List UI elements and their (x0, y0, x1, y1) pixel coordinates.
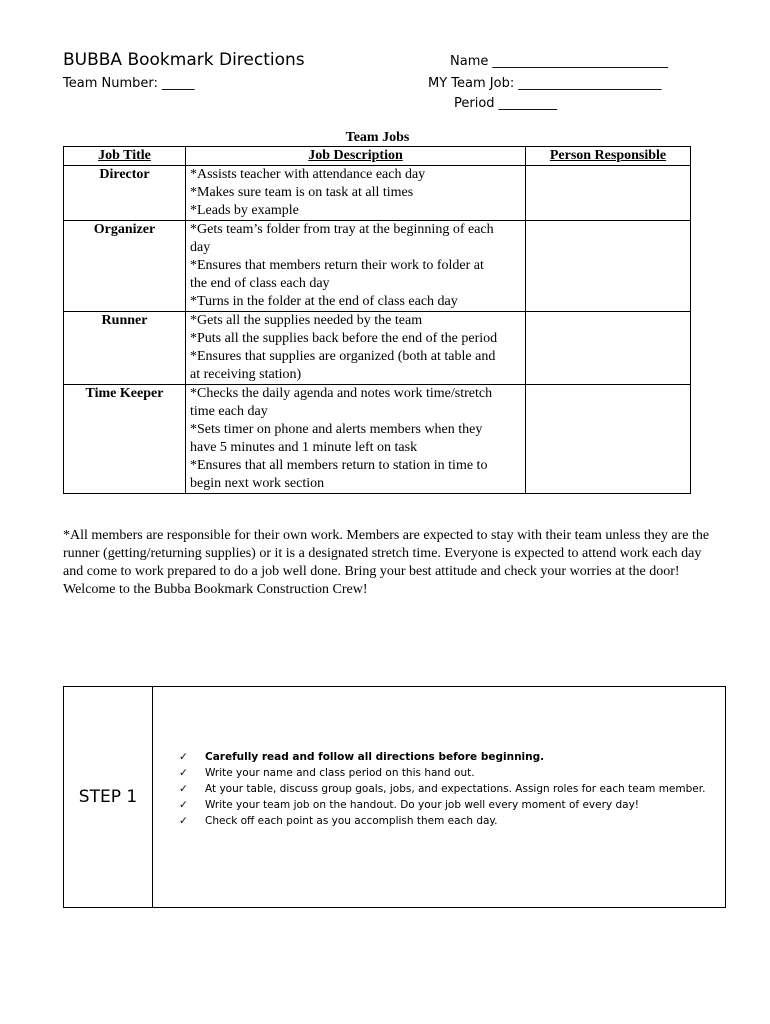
table-row (64, 312, 691, 385)
column-header-person-responsible: Person Responsible (526, 147, 691, 166)
job-description-line: at receiving station) (190, 367, 302, 382)
checklist-item-text: Check off each point as you accomplish them each day. (205, 815, 498, 827)
checklist-item-text: At your table, discuss group goals, jobs, and expectations. Assign roles for each team member. (205, 783, 706, 795)
person-responsible-cell[interactable] (526, 221, 691, 312)
checklist-item (179, 813, 705, 829)
job-description-line: time each day (190, 404, 268, 419)
job-description-line: *Makes sure team is on task at all times (190, 185, 414, 200)
job-description (186, 221, 526, 312)
person-responsible-cell[interactable] (526, 312, 691, 385)
job-description (186, 312, 526, 385)
jobs-table-header (64, 147, 691, 166)
job-description-line: have 5 minutes and 1 minute left on task (190, 440, 418, 455)
job-description-line: *Ensures that supplies are organized (both at table and (190, 349, 496, 364)
job-title: Director (64, 166, 186, 221)
jobs-table-caption: Team Jobs (345, 130, 410, 145)
checklist-item-text: Write your team job on the handout. Do your job well every moment of every day! (205, 799, 639, 811)
checklist-item (179, 781, 705, 797)
job-description-line: *Ensures that members return their work to folder at (190, 258, 484, 273)
job-description (186, 385, 526, 494)
job-description-line: *Assists teacher with attendance each day (190, 167, 426, 182)
step-divider (152, 687, 153, 907)
checklist-item (179, 749, 705, 765)
team-number-field: Team Number: _____ (63, 76, 195, 91)
table-row (64, 385, 691, 494)
person-responsible-cell[interactable] (526, 166, 691, 221)
job-description-line: *Turns in the folder at the end of class each day (190, 294, 458, 309)
check-icon: ✓ (179, 815, 188, 827)
job-description-line: *Gets all the supplies needed by the team (190, 313, 423, 328)
job-description-line: *Ensures that all members return to station in time to (190, 458, 488, 473)
period-field: Period _________ (454, 96, 558, 111)
checklist-item-text: Write your name and class period on this hand out. (205, 767, 475, 779)
step-1-label: STEP 1 (78, 787, 138, 807)
step-1-box (63, 686, 726, 908)
job-description-line: *Leads by example (190, 203, 299, 218)
jobs-table (63, 146, 691, 494)
job-description-line: *Puts all the supplies back before the end of the period (190, 331, 498, 346)
job-description-line: *Checks the daily agenda and notes work time/stretch (190, 386, 493, 401)
job-description-line: begin next work section (190, 476, 325, 491)
checklist-item (179, 765, 705, 781)
job-description-line: day (190, 240, 211, 255)
document-title: BUBBA Bookmark Directions (63, 50, 305, 70)
job-title: Time Keeper (64, 385, 186, 494)
table-row (64, 166, 691, 221)
table-row (64, 221, 691, 312)
job-description-line: *Gets team’s folder from tray at the beginning of each (190, 222, 494, 237)
job-title: Organizer (64, 221, 186, 312)
column-header-job-title: Job Title (64, 147, 186, 166)
job-title: Runner (64, 312, 186, 385)
responsibility-note: *All members are responsible for their own work. Members are expected to stay with their team unless they are the runner (getting/returning supplies) or it is a designated stretch time. Everyone is expected to attend work each day and come to work prepared to do a job well done. Bring your best attitude and check your worries at the door! Welcome to the Bubba Bookmark Construction Crew! (63, 528, 710, 597)
check-icon: ✓ (179, 799, 188, 811)
checklist-item-text: Carefully read and follow all directions before beginning. (205, 751, 545, 763)
check-icon: ✓ (179, 767, 188, 779)
name-field: Name ___________________________ (450, 54, 668, 69)
column-header-job-description: Job Description (186, 147, 526, 166)
job-description-line: the end of class each day (190, 276, 330, 291)
step-1-checklist (179, 749, 705, 829)
checklist-item (179, 797, 705, 813)
check-icon: ✓ (179, 751, 188, 763)
check-icon: ✓ (179, 783, 188, 795)
person-responsible-cell[interactable] (526, 385, 691, 494)
job-description (186, 166, 526, 221)
job-description-line: *Sets timer on phone and alerts members when they (190, 422, 483, 437)
my-team-job-field: MY Team Job: ______________________ (428, 76, 662, 91)
